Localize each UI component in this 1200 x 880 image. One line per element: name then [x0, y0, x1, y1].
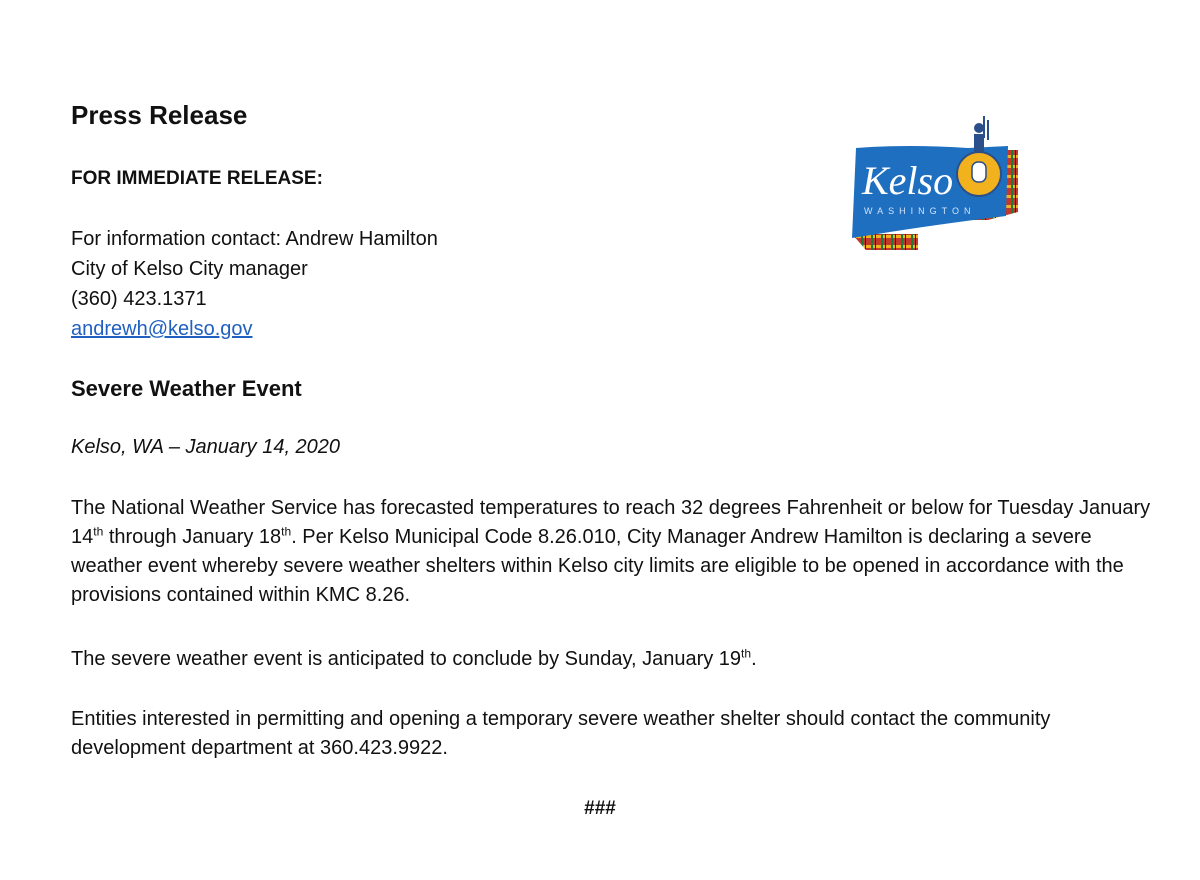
logo-wordmark: Kelso	[862, 158, 954, 203]
contact-phone: (360) 423.1371	[71, 288, 207, 310]
page-title: Press Release	[71, 100, 248, 130]
paragraph-conclusion: The severe weather event is anticipated to conclude by Sunday, January 19th.	[71, 646, 757, 670]
release-line: FOR IMMEDIATE RELEASE:	[71, 168, 323, 189]
event-heading: Severe Weather Event	[71, 376, 302, 401]
contact-name: For information contact: Andrew Hamilton	[71, 228, 438, 250]
paragraph-announcement: The National Weather Service has forecasted temperatures to reach 32 degrees Fahrenheit or below for Tuesday January 14th through January 18th. Per Kelso Municipal Code 8.26.010, City Manager Andrew Hamilton is declaring a severe weather event whereby severe weather shelters within Kelso city limits are eligible to be opened in accordance with the provisions contained within KMC 8.26.	[71, 497, 1151, 606]
end-mark: ###	[584, 798, 616, 819]
contact-email-link[interactable]: andrewh@kelso.gov	[71, 318, 253, 340]
contact-block	[71, 224, 438, 344]
dateline: Kelso, WA – January 14, 2020	[71, 436, 341, 458]
contact-title: City of Kelso City manager	[71, 258, 308, 280]
kelso-logo	[848, 112, 1020, 252]
logo-subtext: WASHINGTON	[864, 206, 976, 216]
paragraph-contact: Entities interested in permitting and opening a temporary severe weather shelter should contact the community development department at 360.423.9922.	[71, 708, 1051, 759]
